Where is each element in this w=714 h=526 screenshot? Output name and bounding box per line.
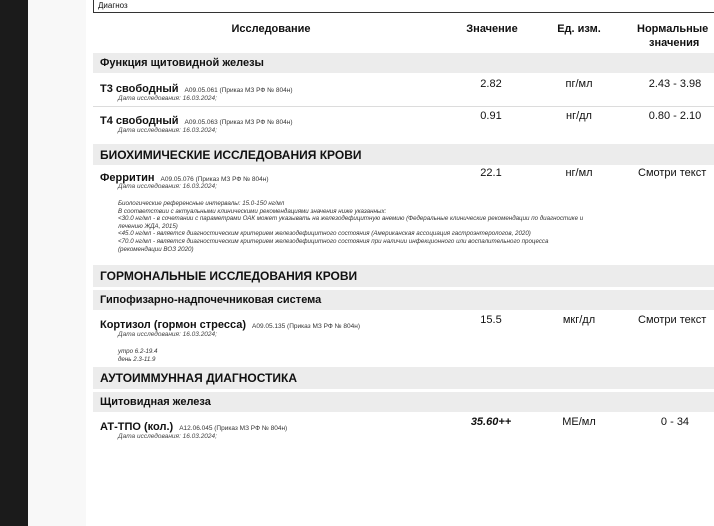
section-autoimmune-title: АУТОИММУННАЯ ДИАГНОСТИКА xyxy=(100,371,298,385)
cortisol-date: Дата исследования: 16.03.2024; xyxy=(118,331,217,338)
t3-code: A09.05.061 (Приказ МЗ РФ № 804н) xyxy=(184,87,293,94)
diagnosis-label: Диагноз xyxy=(98,1,128,10)
t3-date: Дата исследования: 16.03.2024; xyxy=(118,95,217,102)
attpo-name: АТ-ТПО (кол.) xyxy=(100,421,174,433)
t3-norm: 2.43 - 3.98 xyxy=(648,78,702,90)
attpo-value: 35.60++ xyxy=(470,416,512,428)
section-biochem xyxy=(93,144,714,165)
diagnosis-box xyxy=(93,0,714,13)
ferritin-value: 22.1 xyxy=(480,167,502,179)
cortisol-name: Кортизол (гормон стресса) xyxy=(100,319,246,331)
ferritin-note: (рекомендации ВОЗ 2020) xyxy=(118,245,194,253)
ferritin-note: Биологические референсные интервалы: 15.0-150 нг/мл xyxy=(118,200,285,207)
cortisol-unit: мкг/дл xyxy=(562,314,596,326)
section-hormonal-title: ГОРМОНАЛЬНЫЕ ИССЛЕДОВАНИЯ КРОВИ xyxy=(100,269,358,283)
cortisol-note: день 2.3-11.9 xyxy=(118,355,156,363)
ferritin-note: <30.0 нг/мл - в сочетании с параметрами ОАК может указывать на железодефицитную анемию (Федеральные клинические рекомендации по диагностике и xyxy=(118,215,584,223)
attpo-norm: 0 - 34 xyxy=(660,416,690,428)
subsection-pituitary-adrenal xyxy=(93,290,714,310)
cortisol-note: утро 6.2-19.4 xyxy=(118,348,158,355)
subsection-pituitary-adrenal-title: Гипофизарно-надпочечниковая система xyxy=(100,294,322,306)
ferritin-name: Ферритин xyxy=(100,172,155,184)
header-norm xyxy=(637,22,708,50)
t4-date: Дата исследования: 16.03.2024; xyxy=(118,127,217,134)
section-hormonal xyxy=(93,265,714,287)
t4-code: A09.05.063 (Приказ МЗ РФ № 804н) xyxy=(184,119,293,126)
t4-norm: 0.80 - 2.10 xyxy=(648,110,702,122)
attpo-code: A12.06.045 (Приказ МЗ РФ № 804н) xyxy=(179,425,288,432)
attpo-date: Дата исследования: 16.03.2024; xyxy=(118,433,217,440)
section-biochem-title: БИОХИМИЧЕСКИЕ ИССЛЕДОВАНИЯ КРОВИ xyxy=(100,148,362,162)
section-thyroid-function xyxy=(93,53,714,73)
header-test: Исследование xyxy=(231,23,311,35)
attpo-unit: МЕ/мл xyxy=(562,416,596,428)
header-unit: Ед. изм. xyxy=(557,23,601,35)
ferritin-note: <45.0 нг/мл - является диагностическим критерием железодефицитного состояния (Американская ассоциация гастроэнтерологов, 2020) xyxy=(118,230,531,238)
header-norm-line1: Нормальные xyxy=(637,23,709,35)
ferritin-norm: Смотри текст xyxy=(638,167,707,179)
row-divider xyxy=(93,106,714,107)
t3-value: 2.82 xyxy=(480,78,502,90)
ferritin-note: В соответствии с актуальными клиническими рекомендациями значения ниже указанных: xyxy=(118,207,387,215)
subsection-thyroid-gland-title: Щитовидная железа xyxy=(100,396,211,408)
viewer-dark-edge xyxy=(0,0,28,526)
ferritin-note: <70.0 нг/мл - является диагностическим критерием железодефицитного состояния при наличии инфекционного или воспалительного процесса xyxy=(118,237,549,245)
t3-unit: пг/мл xyxy=(565,78,593,90)
ferritin-note: лечению ЖДА, 2015) xyxy=(118,222,178,230)
header-norm-line2: значения xyxy=(649,37,700,49)
t3-name: Т3 свободный xyxy=(100,83,179,95)
subsection-thyroid-gland xyxy=(93,392,714,412)
cortisol-notes xyxy=(118,348,158,363)
cortisol-norm: Смотри текст xyxy=(638,314,707,326)
section-thyroid-function-title: Функция щитовидной железы xyxy=(100,57,264,69)
ferritin-notes xyxy=(118,200,714,253)
section-autoimmune xyxy=(93,367,714,389)
t4-unit: нг/дл xyxy=(566,110,592,122)
ferritin-unit: нг/мл xyxy=(565,167,593,179)
header-value: Значение xyxy=(466,23,518,35)
ferritin-date: Дата исследования: 16.03.2024; xyxy=(118,183,217,190)
t4-value: 0.91 xyxy=(480,110,502,122)
cortisol-value: 15.5 xyxy=(480,314,502,326)
t4-name: Т4 свободный xyxy=(100,115,179,127)
ferritin-code: A09.05.076 (Приказ МЗ РФ № 804н) xyxy=(160,176,269,183)
cortisol-code: A09.05.135 (Приказ МЗ РФ № 804н) xyxy=(252,323,360,330)
